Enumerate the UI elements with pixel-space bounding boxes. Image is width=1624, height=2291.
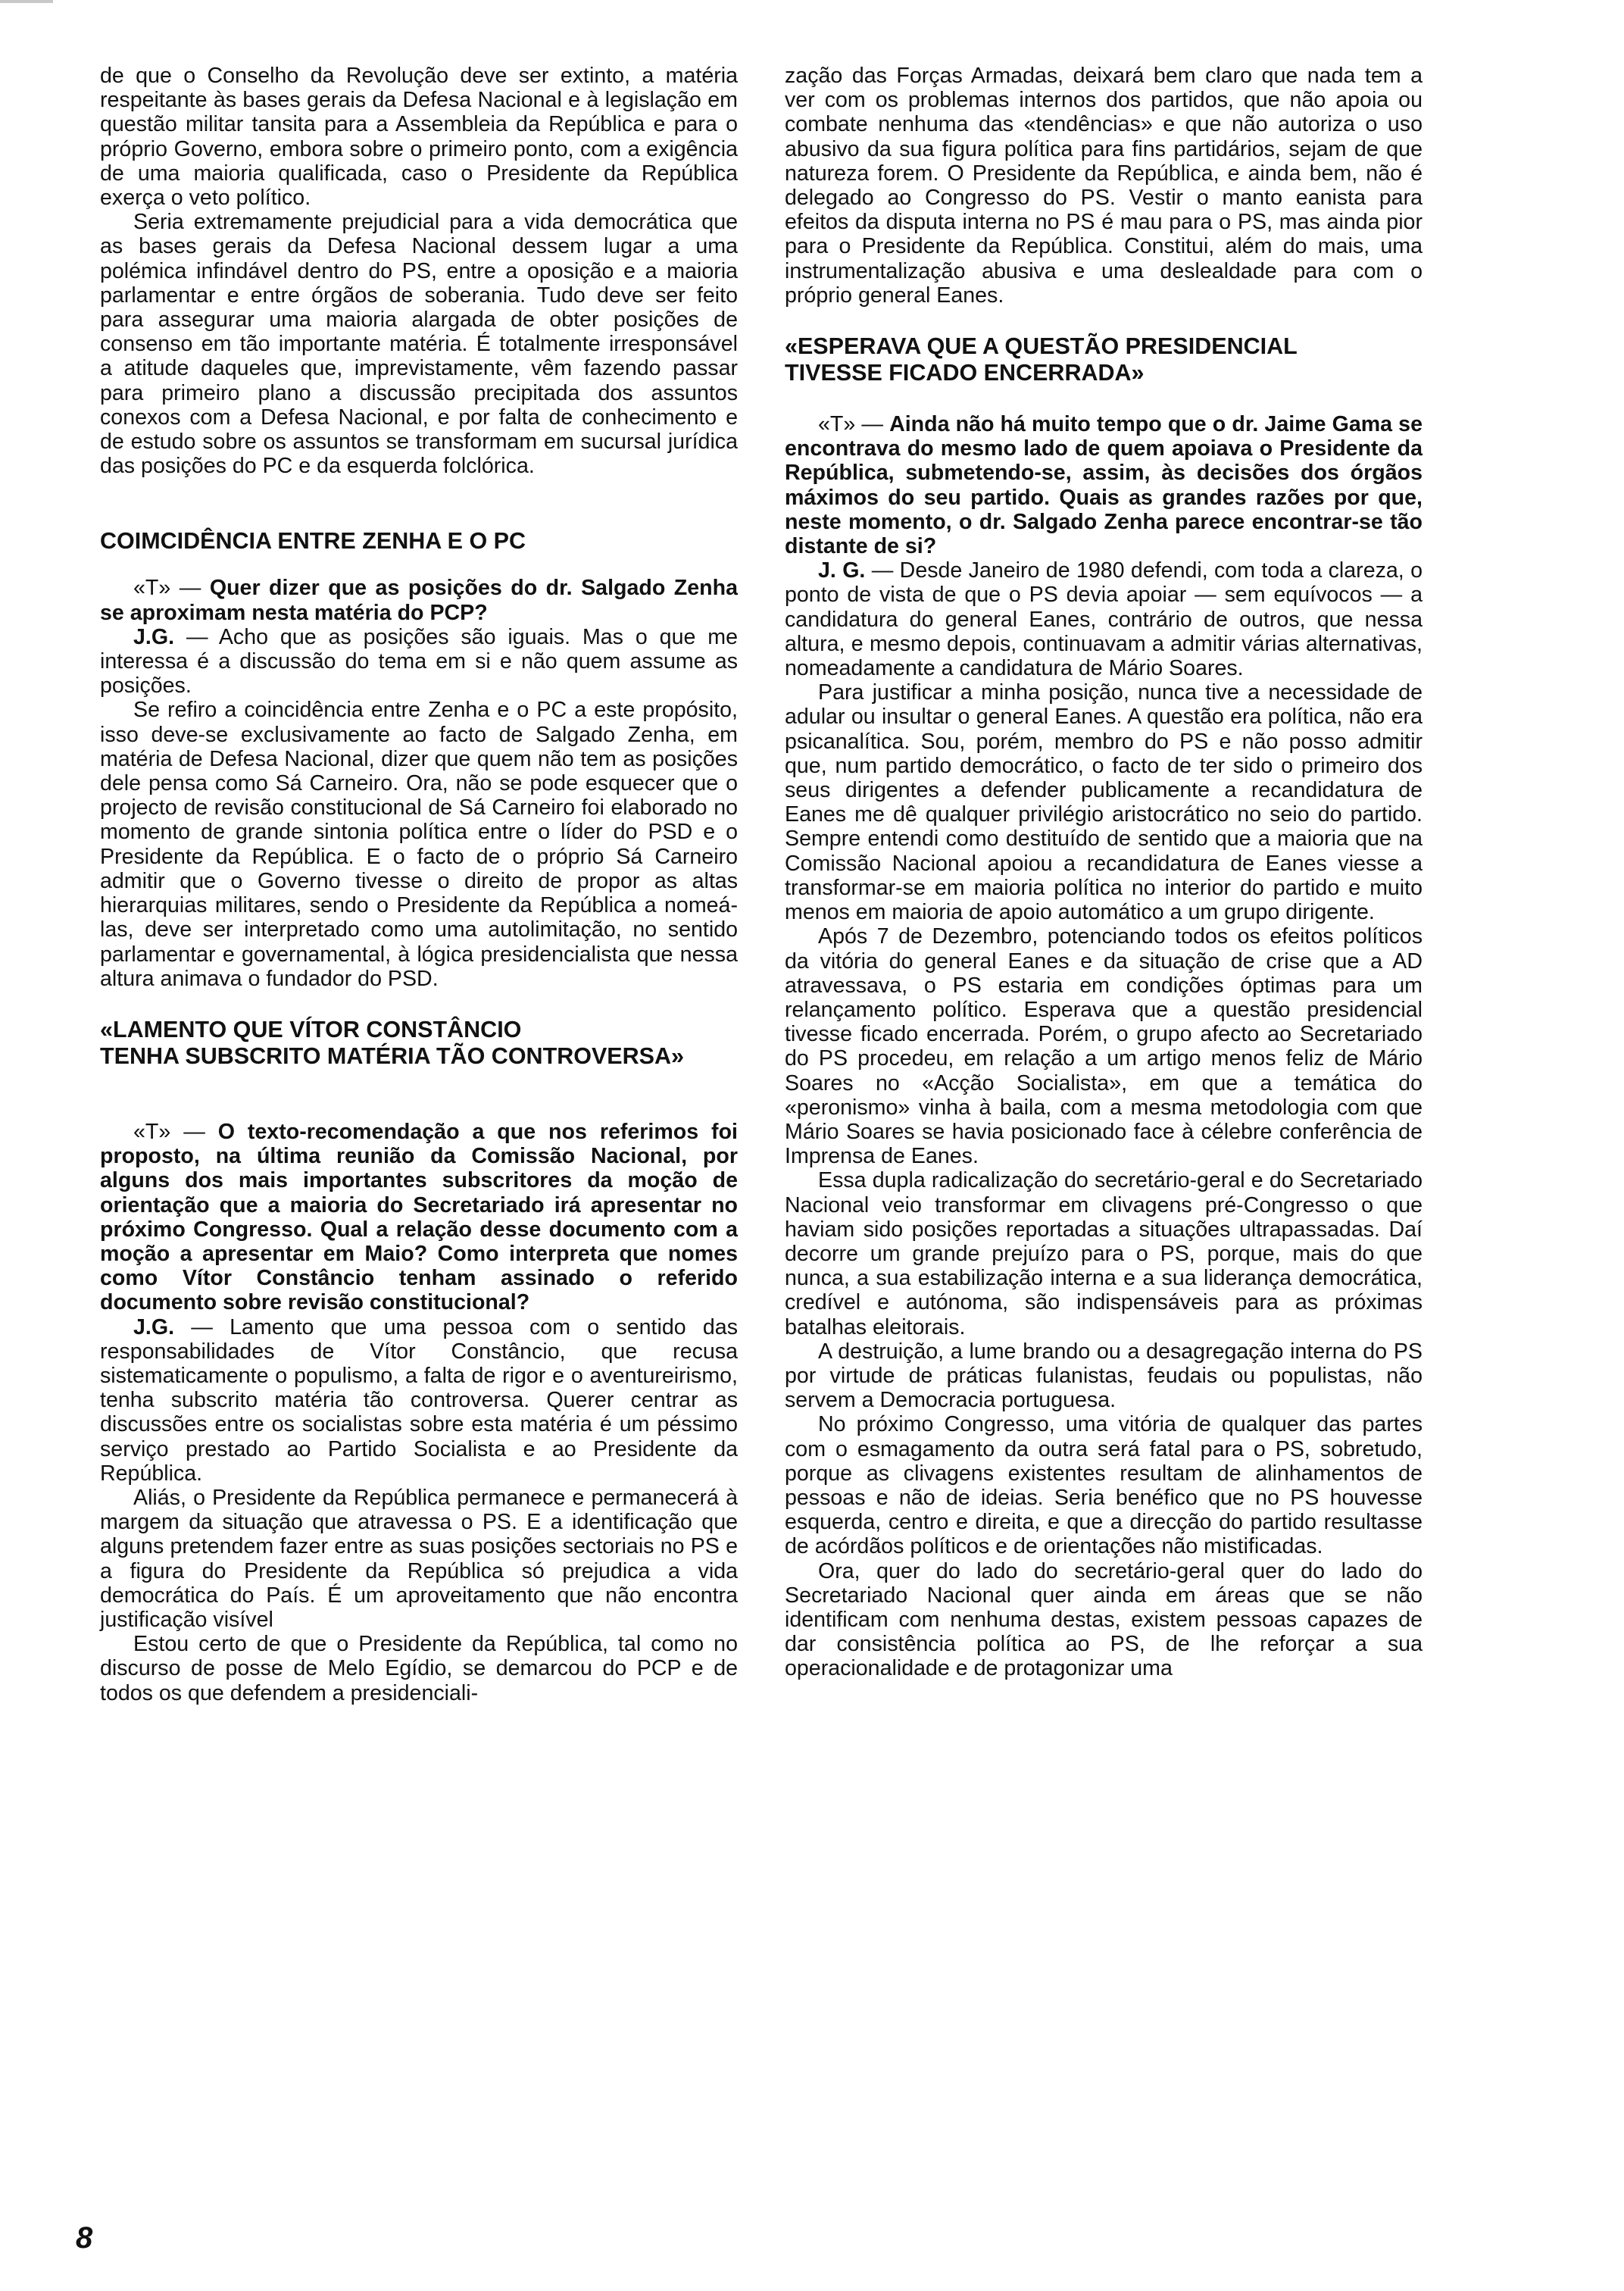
paragraph: Se refiro a coincidência entre Zenha e o PC a este propósito, isso deve-se exclusivamente ao facto de Salgado Zenha, em matéria de Defesa Nacional, dizer que quem não tem as posições dele pensa como Sá Carneiro. Ora, não se pode esquecer que o projecto de revisão constitucional de Sá Carneiro foi elaborado no momento de grande sintonia política entre o líder do PSD e o Presidente da República. E o facto de o próprio Sá Carneiro admitir que o Governo tivesse o direito de propor as altas hierarquias militares, sendo o Presidente da República a nomeá-las, deve ser interpretado como uma autolimitação, no sentido parlamentar e governamental, à lógica presidencialista que nessa altura animava o fundador do PSD. — [100, 698, 738, 991]
question-text: Ainda não há muito tempo que o dr. Jaime Gama se encontrava do mesmo lado de quem apoiava o Presidente da República, submetendo-se, assim, às decisões dos órgãos máximos do seu partido. Quais as grandes razões por que, neste momento, o dr. Salgado Zenha parece encontrar-se tão distante de si? — [785, 412, 1423, 559]
heading-line: «LAMENTO QUE VÍTOR CONSTÂNCIO — [100, 1016, 522, 1042]
answer-speaker: J.G. — [133, 1314, 175, 1339]
question-tag: «T» — — [133, 576, 210, 601]
interview-answer — [785, 558, 1423, 680]
question-tag: «T» — — [818, 412, 890, 437]
paragraph: Seria extremamente prejudicial para a vida democrática que as bases gerais da Defesa Nacional dessem lugar a uma polémica infindável dentro do PS, entre a oposição e a maioria parlamentar e entre órgãos de soberania. Tudo deve ser feito para assegurar uma maioria alargada de obter posições de consenso em tão importante matéria. É totalmente irresponsável a atitude daqueles que, imprevistamente, vêm fazendo passar para primeiro plano a discussão precipitada dos assuntos conexos com a Defesa Nacional, e por falta de conhecimento e de estudo sobre os assuntos se transformam em sucursal jurídica das posições do PC e da esquerda folclórica. — [100, 210, 738, 479]
answer-text: — Acho que as posições são iguais. Mas o que me interessa é a discussão do tema em si e não quem assume as posições. — [100, 624, 738, 699]
paragraph: zação das Forças Armadas, deixará bem claro que nada tem a ver com os problemas internos dos partidos, que não apoia ou combate nenhuma das «tendências» e que não autoriza o uso abusivo da sua figura política para fins partidários, sejam de que natureza forem. O Presidente da República, e ainda bem, não é delegado ao Congresso do PS. Vestir o manto eanista para efeitos da disputa interna no PS é mau para o PS, mas ainda pior para o Presidente da República. Constitui, além do mais, uma instrumentalização abusiva e uma deslealdade para com o próprio general Eanes. — [785, 64, 1423, 308]
section-heading — [785, 333, 1423, 386]
interview-question — [100, 1120, 738, 1315]
answer-speaker: J.G. — [133, 624, 175, 649]
section-heading — [100, 1017, 738, 1070]
paragraph: Após 7 de Dezembro, potenciando todos os efeitos políticos da vitória do general Eanes e da situação de crise que a AD atravessava, o PS estaria em condições óptimas para um relançamento político. Esperava que a questão presidencial tivesse ficado encerrada. Porém, o grupo afecto ao Secretariado do PS procedeu, em relação a um artigo menos feliz de Mário Soares no «Acção Socialista», em que a temática do «peronismo» vinha à baila, com a mesma metodologia com que Mário Soares se havia posicionado face à célebre conferência de Imprensa de Eanes. — [785, 924, 1423, 1169]
interview-question — [785, 412, 1423, 558]
heading-line: TIVESSE FICADO ENCERRADA» — [785, 360, 1145, 386]
paragraph: Estou certo de que o Presidente da República, tal como no discurso de posse de Melo Egídio, se demarcou do PCP e de todos os que defendem a presidenciali- — [100, 1632, 738, 1705]
interview-answer — [100, 1315, 738, 1486]
paragraph: de que o Conselho da Revolução deve ser extinto, a matéria respeitante às bases gerais da Defesa Nacional e à legislação em questão militar tansita para a Assembleia da República e para o próprio Governo, embora sobre o primeiro ponto, com a exigência de uma maioria qualificada, caso o Presidente da República exerça o veto político. — [100, 64, 738, 211]
section-heading: COIMCIDÊNCIA ENTRE ZENHA E O PC — [100, 528, 526, 555]
interview-answer — [100, 625, 738, 699]
answer-text: — Lamento que uma pessoa com o sentido das responsabilidades de Vítor Constâncio, que recusa sistematicamente o populismo, a falta de rigor e o aventureirismo, tenha subscrito matéria tão controversa. Querer centrar as discussões entre os socialistas sobre esta matéria é um péssimo serviço prestado ao Partido Socialista e ao Presidente da República. — [100, 1314, 738, 1486]
question-text: Quer dizer que as posições do dr. Salgado Zenha se aproximam nesta matéria do PCP? — [100, 576, 739, 625]
answer-text: — Desde Janeiro de 1980 defendi, com toda a clareza, o ponto de vista de que o PS devia apoiar — sem equívocos — a candidatura do general Eanes, contrário de outros, que nessa altura, e mesmo depois, continuavam a admitir várias alternativas, nomeadamente a candidatura de Mário Soares. — [785, 558, 1423, 681]
answer-speaker: J. G. — [818, 558, 866, 583]
paragraph: Aliás, o Presidente da República permanece e permanecerá à margem da situação que atravessa o PS. E a identificação que alguns pretendem fazer entre as suas posições sectoriais no PS e a figura do Presidente da República só prejudica a vida democrática do País. É um aproveitamento que não encontra justificação visível — [100, 1485, 738, 1632]
interview-question — [100, 576, 738, 624]
question-tag: «T» — — [133, 1119, 218, 1144]
paragraph: Essa dupla radicalização do secretário-geral e do Secretariado Nacional veio transformar em clivagens pré-Congresso o que haviam sido posições reportadas a situações ultrapassadas. Daí decorre um grande prejuízo para o PS, porque, mais do que nunca, a sua estabilização interna e a sua liderança democrática, credível e autónoma, são indispensáveis para as próximas batalhas eleitorais. — [785, 1168, 1423, 1339]
heading-line: «ESPERAVA QUE A QUESTÃO PRESIDENCIAL — [785, 333, 1298, 360]
page-number: 8 — [76, 2221, 93, 2255]
paragraph: Ora, quer do lado do secretário-geral quer do lado do Secretariado Nacional quer ainda em áreas que se não identificam com nenhuma destas, existem pessoas capazes de dar consistência política ao PS, de lhe reforçar a sua operacionalidade e de protagonizar uma — [785, 1558, 1423, 1681]
left-column — [100, 64, 738, 1705]
question-text: O texto-recomendação a que nos referimos foi proposto, na última reunião da Comissão Nacional, por alguns dos mais importantes subscritores da moção de orientação que a maioria do Secretariado irá apresentar no próximo Congresso. Qual a relação desse documento com a moção a apresentar em Maio? Como interpreta que nomes como Vítor Constâncio tenham assinado o referido documento sobre revisão constitucional? — [100, 1119, 738, 1315]
scan-edge-mark — [0, 0, 53, 3]
paragraph: A destruição, a lume brando ou a desagregação interna do PS por virtude de práticas fulanistas, feudais ou populistas, não servem a Democracia portuguesa. — [785, 1339, 1423, 1413]
heading-line: TENHA SUBSCRITO MATÉRIA TÃO CONTROVERSA» — [100, 1042, 685, 1069]
paragraph: No próximo Congresso, uma vitória de qualquer das partes com o esmagamento da outra será fatal para o PS, sobretudo, porque as clivagens existentes resultam de alinhamentos de pessoas e não de ideias. Seria benéfico que no PS houvesse esquerda, centro e direita, e que a direcção do partido resultasse de acórdãos políticos e de orientações não mistificadas. — [785, 1412, 1423, 1559]
paragraph: Para justificar a minha posição, nunca tive a necessidade de adular ou insultar o general Eanes. A questão era política, não era psicanalítica. Sou, porém, membro do PS e não posso admitir que, num partido democrático, o facto de ter sido o primeiro dos seus dirigentes a defender publicamente a recandidatura de Eanes me dê qualquer privilégio aristocrático no seio do partido. Sempre entendi como destituído de sentido que a maioria que na Comissão Nacional apoiou a recandidatura de Eanes viesse a transformar-se em maioria política no interior do partido e muito menos em maioria de apoio automático a um grupo dirigente. — [785, 680, 1423, 925]
right-column — [785, 64, 1423, 1681]
